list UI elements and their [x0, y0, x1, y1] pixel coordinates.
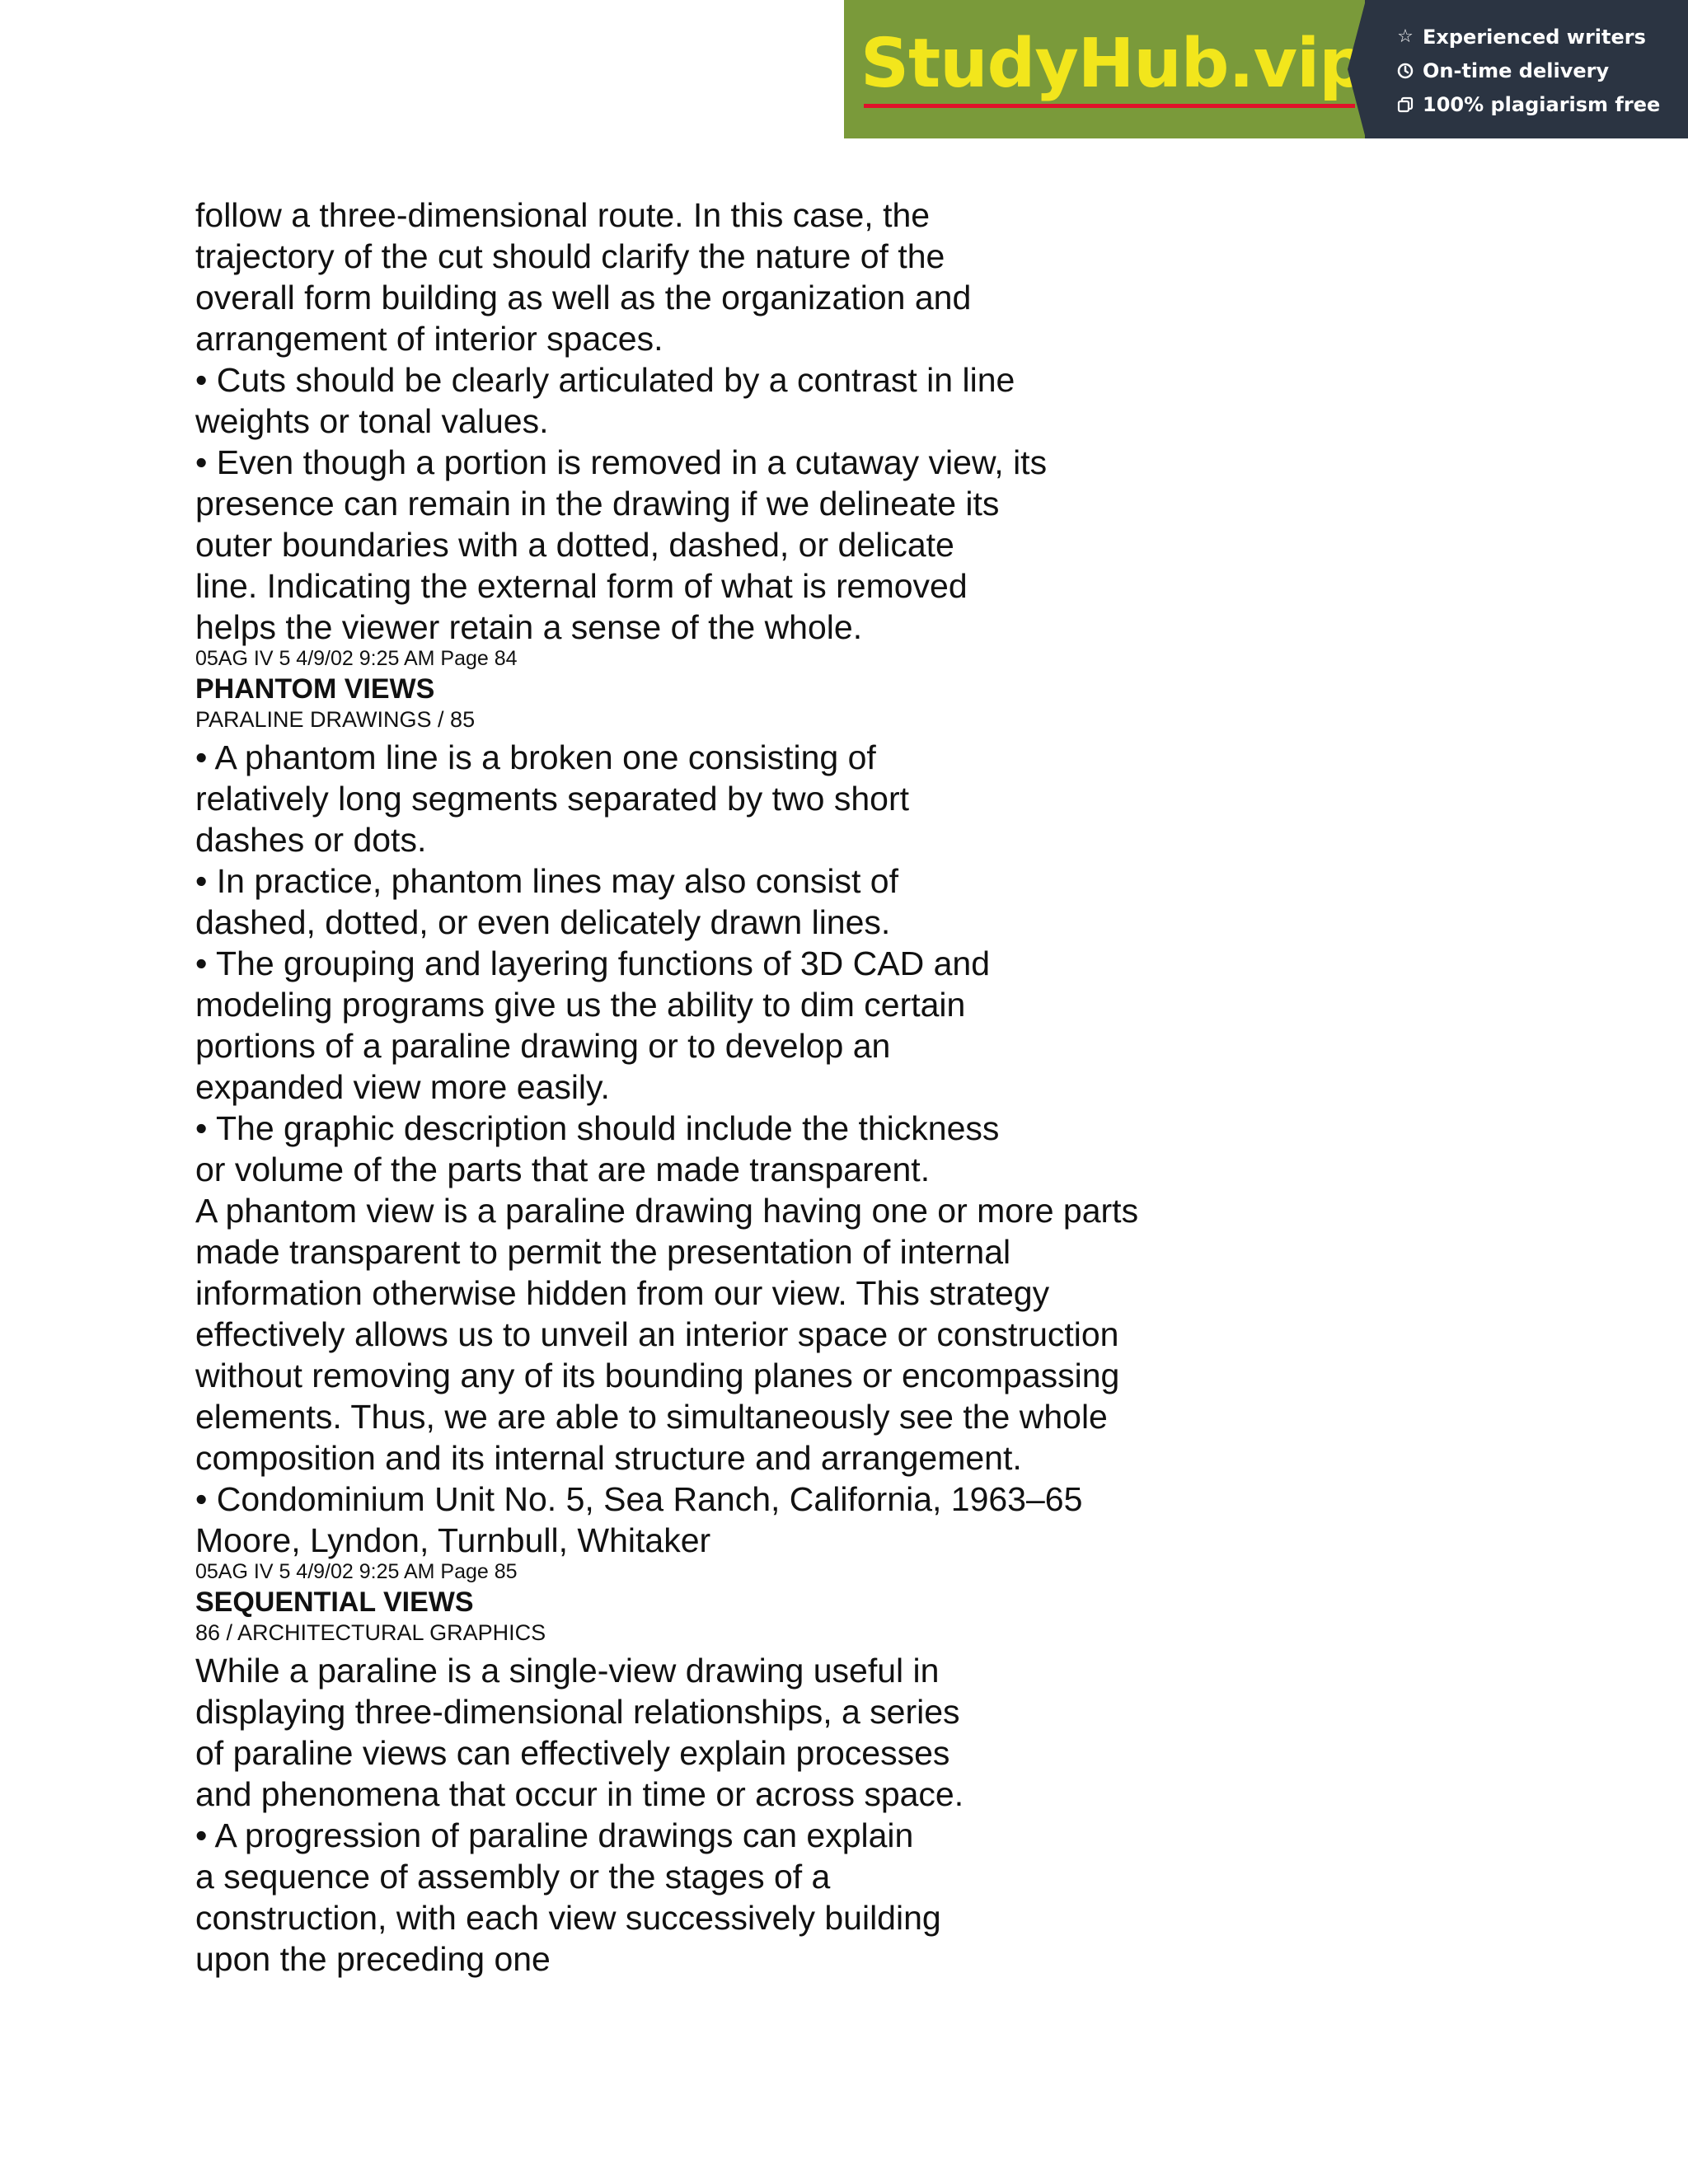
- chevron-divider: [1348, 0, 1366, 138]
- text-line: weights or tonal values.: [195, 402, 549, 440]
- feature-plagiarism-free: [1395, 87, 1688, 121]
- text-line: • A phantom line is a broken one consisting of: [195, 738, 876, 776]
- text-line: • The graphic description should include the thickness: [195, 1109, 1000, 1147]
- text-line: overall form building as well as the organization and: [195, 279, 972, 316]
- page-meta: 05AG IV 5 4/9/02 9:25 AM Page 84: [195, 647, 518, 670]
- text-line: trajectory of the cut should clarify the nature of the: [195, 237, 945, 275]
- text-line: A phantom view is a paraline drawing having one or more parts: [195, 1192, 1139, 1230]
- text-line: arrangement of interior spaces.: [195, 320, 663, 358]
- feature-on-time-delivery: [1395, 54, 1688, 87]
- text-line: made transparent to permit the presentation of internal: [195, 1233, 1011, 1271]
- page-header: 86 / ARCHITECTURAL GRAPHICS: [195, 1620, 546, 1645]
- text-line: without removing any of its bounding planes or encompassing: [195, 1357, 1120, 1394]
- copy-icon: [1395, 94, 1416, 115]
- studyhub-logo[interactable]: StudyHub.vip: [860, 25, 1367, 103]
- section-phantom-views: [195, 648, 1432, 1561]
- studyhub-banner[interactable]: [844, 0, 1688, 138]
- star-icon: ☆: [1397, 26, 1414, 47]
- brand-panel: [844, 0, 1365, 138]
- text-line: elements. Thus, we are able to simultaneously see the whole: [195, 1398, 1108, 1436]
- text-line: effectively allows us to unveil an interior space or construction: [195, 1315, 1119, 1353]
- text-line: modeling programs give us the ability to dim certain: [195, 986, 966, 1024]
- text-line: expanded view more easily.: [195, 1068, 610, 1106]
- features-panel: [1365, 0, 1688, 138]
- text-line: • A progression of paraline drawings can explain: [195, 1816, 914, 1854]
- text-line: a sequence of assembly or the stages of a: [195, 1858, 831, 1896]
- text-line: • Even though a portion is removed in a cutaway view, its: [195, 443, 1048, 481]
- feature-label: On-time delivery: [1423, 59, 1610, 82]
- logo-underline: [864, 104, 1355, 108]
- text-line: portions of a paraline drawing or to develop an: [195, 1027, 891, 1065]
- text-line: outer boundaries with a dotted, dashed, or delicate: [195, 526, 954, 564]
- text-line: dashed, dotted, or even delicately drawn lines.: [195, 903, 891, 941]
- text-line: relatively long segments separated by two short: [195, 780, 910, 818]
- text-line: of paraline views can effectively explain processes: [195, 1734, 950, 1772]
- clock-icon: [1395, 60, 1416, 82]
- text-line: displaying three-dimensional relationships, a series: [195, 1693, 960, 1731]
- text-line: presence can remain in the drawing if we delineate its: [195, 485, 1000, 523]
- section-title: SEQUENTIAL VIEWS: [195, 1586, 474, 1618]
- text-line: • Condominium Unit No. 5, Sea Ranch, California, 1963–65: [195, 1480, 1083, 1518]
- text-line: and phenomena that occur in time or across space.: [195, 1775, 964, 1813]
- feature-experienced-writers: [1395, 20, 1688, 54]
- text-line: • The grouping and layering functions of 3D CAD and: [195, 944, 991, 982]
- section-sequential-views: [195, 1561, 1432, 1980]
- page-header: PARALINE DRAWINGS / 85: [195, 707, 476, 732]
- feature-label: 100% plagiarism free: [1423, 92, 1661, 116]
- text-line: construction, with each view successively building: [195, 1899, 941, 1937]
- text-line: or volume of the parts that are made transparent.: [195, 1151, 931, 1188]
- page-meta: 05AG IV 5 4/9/02 9:25 AM Page 85: [195, 1560, 518, 1583]
- text-line: While a paraline is a single-view drawing useful in: [195, 1652, 940, 1690]
- text-line: upon the preceding one: [195, 1940, 551, 1978]
- text-line: follow a three-dimensional route. In this case, the: [195, 196, 931, 234]
- text-line: • Cuts should be clearly articulated by a contrast in line: [195, 361, 1015, 399]
- text-line: composition and its internal structure and arrangement.: [195, 1439, 1022, 1477]
- text-line: helps the viewer retain a sense of the whole.: [195, 608, 863, 646]
- document-body: [195, 194, 1432, 1980]
- intro-paragraph: [195, 194, 1432, 648]
- section-title: PHANTOM VIEWS: [195, 673, 435, 705]
- text-line: dashes or dots.: [195, 821, 427, 859]
- text-line: line. Indicating the external form of what is removed: [195, 567, 968, 605]
- text-line: • In practice, phantom lines may also consist of: [195, 862, 898, 900]
- feature-label: Experienced writers: [1423, 25, 1646, 49]
- text-line: information otherwise hidden from our view. This strategy: [195, 1274, 1050, 1312]
- text-line: Moore, Lyndon, Turnbull, Whitaker: [195, 1521, 711, 1559]
